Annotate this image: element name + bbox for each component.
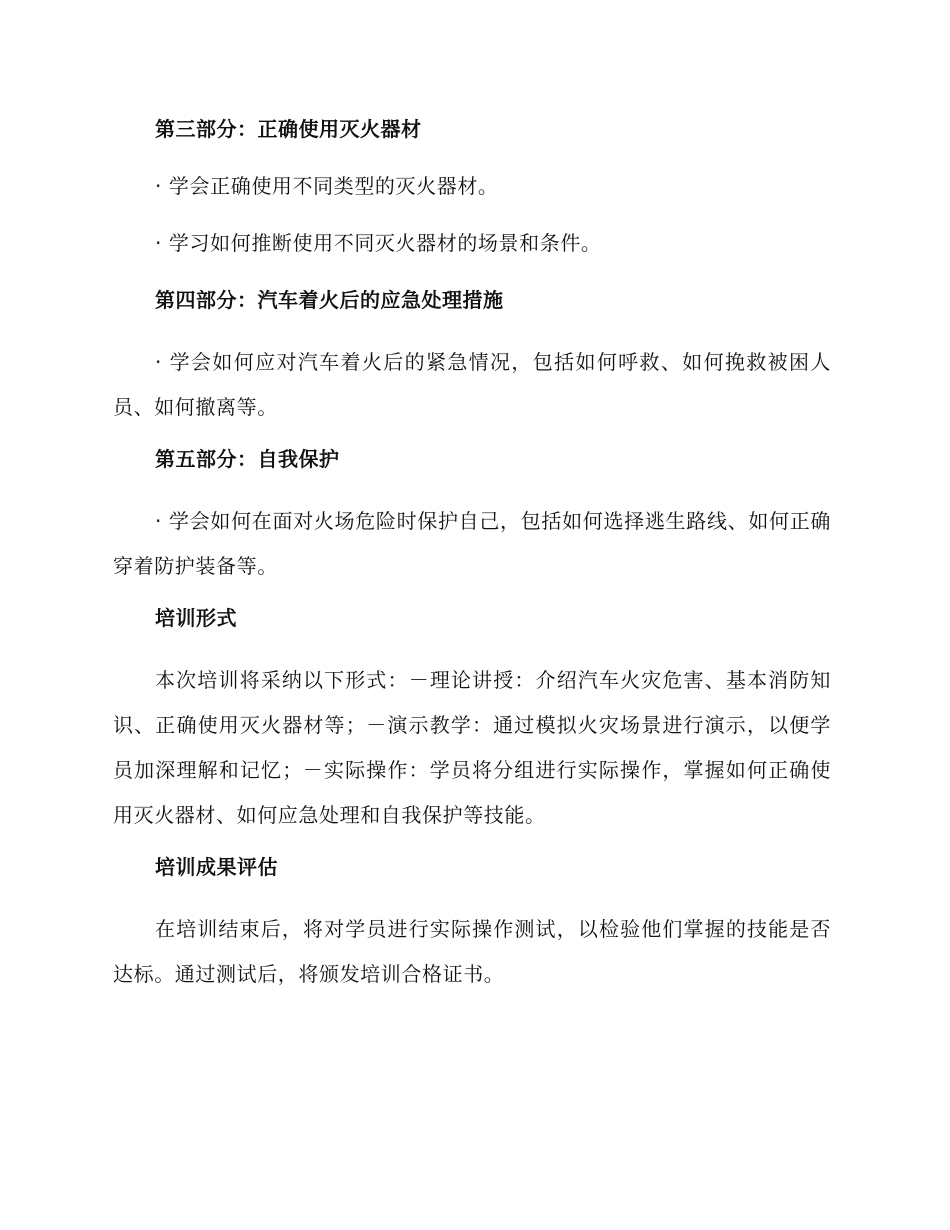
part5-item-1: · 学会如何在面对火场危险时保护自己，包括如何选择逃生路线、如何正确穿着防护装备等。 [113,509,831,578]
part4-heading: 第四部分：汽车着火后的应急处理措施 [155,288,504,312]
part3-heading: 第三部分：正确使用灭火器材 [155,117,422,141]
part5-heading: 第五部分：自我保护 [155,447,340,471]
document-body [113,112,831,1009]
training-form-heading: 培训形式 [155,606,237,630]
training-evaluation-heading: 培训成果评估 [155,855,278,879]
part4-item-1: · 学会如何应对汽车着火后的紧急情况，包括如何呼救、如何挽救被困人员、如何撤离等。 [113,350,831,419]
part3-item-2: · 学习如何推断使用不同灭火器材的场景和条件。 [155,231,602,255]
training-form-text: 本次培训将采纳以下形式：－理论讲授：介绍汽车火灾危害、基本消防知识、正确使用灭火器材等；－演示教学：通过模拟火灾场景进行演示，以便学员加深理解和记忆；－实际操作：学员将分组进行实际操作，掌握如何正确使用灭火器材、如何应急处理和自我保护等技能。 [113,668,831,827]
training-evaluation-text: 在培训结束后，将对学员进行实际操作测试，以检验他们掌握的技能是否达标。通过测试后，将颁发培训合格证书。 [113,917,831,986]
part3-item-1: · 学会正确使用不同类型的灭火器材。 [155,174,499,198]
